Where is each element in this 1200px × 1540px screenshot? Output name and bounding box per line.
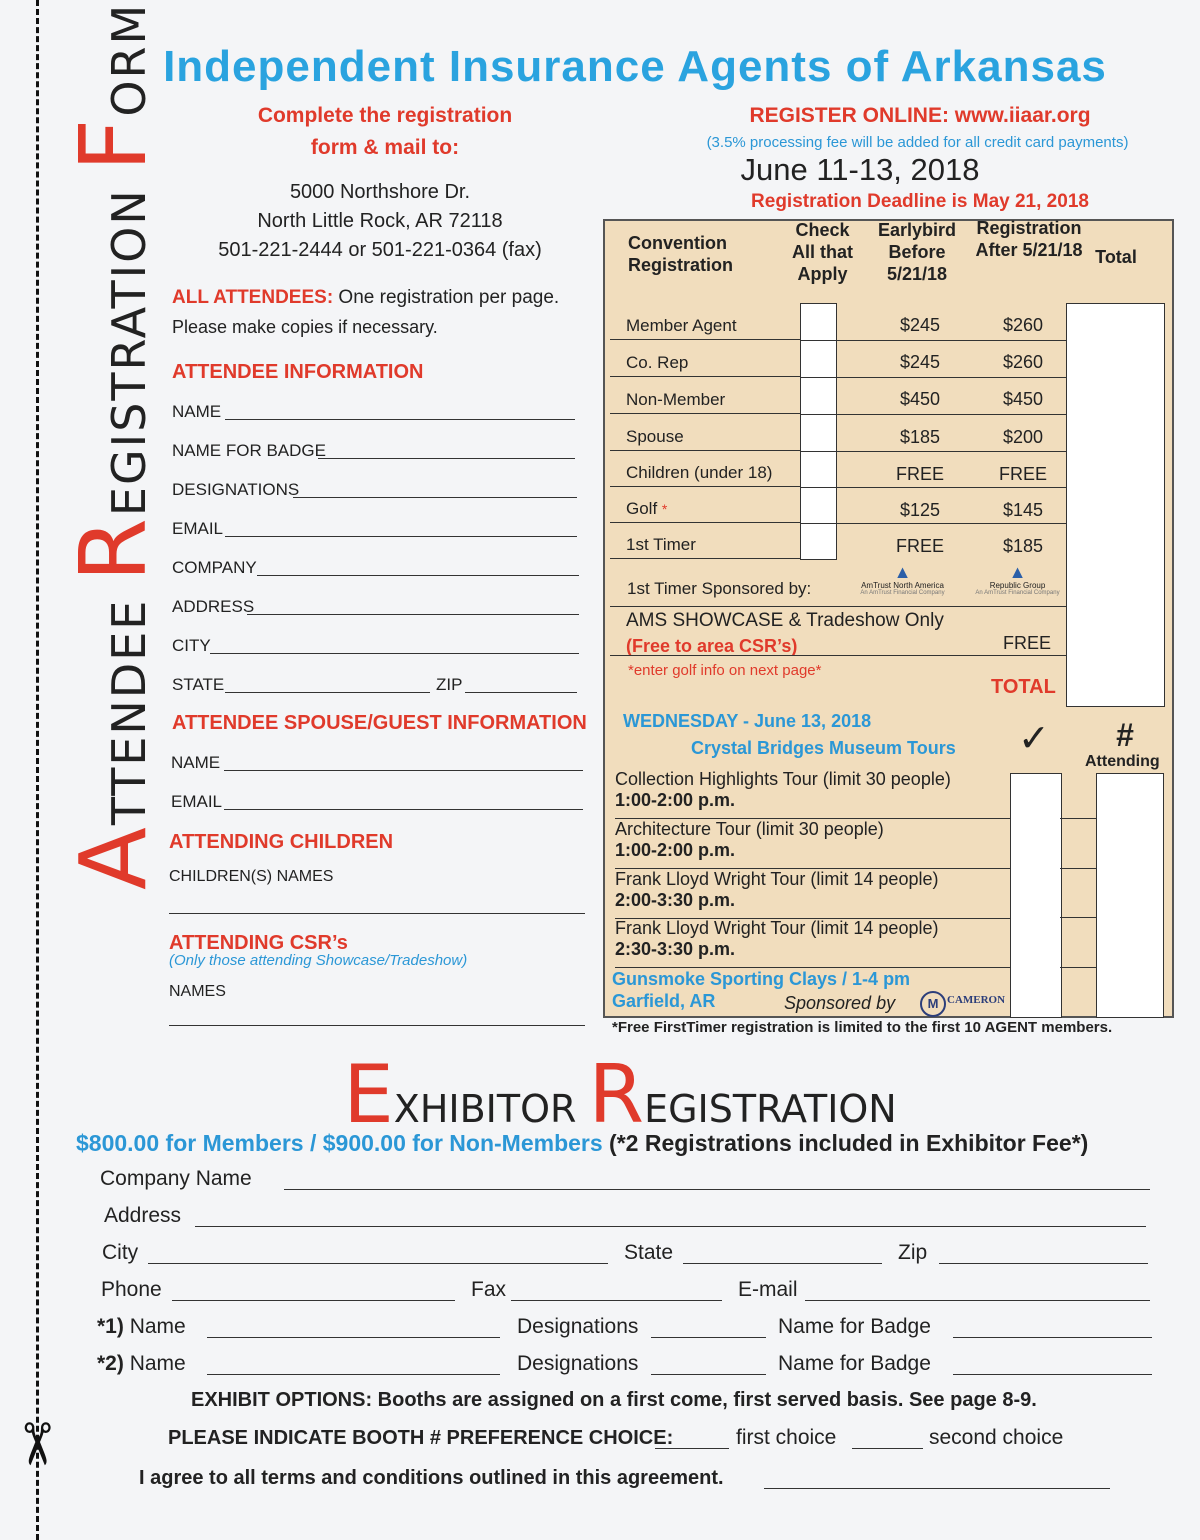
row-divider xyxy=(800,340,1066,341)
row-divider xyxy=(800,523,1066,524)
ex-address-label: Address xyxy=(104,1204,182,1227)
second-choice-field[interactable] xyxy=(852,1448,923,1449)
republic-group-logo: ▲ Republic Group An AmTrust Financial Company xyxy=(975,562,1060,596)
ams-showcase-label: AMS SHOWCASE & Tradeshow Only xyxy=(626,610,944,631)
first-choice-label: first choice xyxy=(736,1426,837,1449)
event-dates: June 11-13, 2018 xyxy=(740,152,980,187)
page-title: Independent Insurance Agents of Arkansas xyxy=(163,42,1107,91)
attendee-info-heading: ATTENDEE INFORMATION xyxy=(172,361,424,383)
children-names-field[interactable] xyxy=(169,913,585,914)
mail-instructions-2: form & mail to: xyxy=(310,136,460,159)
spouse-heading: ATTENDEE SPOUSE/GUEST INFORMATION xyxy=(172,712,587,734)
processing-fee-note: (3.5% processing fee will be added for all credit card payments) xyxy=(706,134,1129,151)
second-choice-label: second choice xyxy=(929,1426,1064,1449)
ex-email-field[interactable] xyxy=(805,1300,1150,1301)
cameron-logo: CAMERON xyxy=(947,994,1006,1006)
row-divider xyxy=(800,487,1066,488)
tour-item: Collection Highlights Tour (limit 30 people) 1:00-2:00 p.m. xyxy=(615,769,1010,819)
zip-field[interactable] xyxy=(465,692,577,693)
all-attendees-note: ALL ATTENDEES: One registration per page. xyxy=(172,287,560,308)
cut-line xyxy=(36,0,39,1540)
tour-check-column[interactable] xyxy=(1010,773,1062,1018)
price-spouse-after: $200 xyxy=(1002,427,1044,447)
ex-designations2-field[interactable] xyxy=(651,1374,766,1375)
ex-badge2-field[interactable] xyxy=(953,1374,1152,1375)
name-label: NAME xyxy=(172,402,222,421)
children-names-label: CHILDREN(S) NAMES xyxy=(169,868,334,885)
city-label: CITY xyxy=(172,636,211,655)
ex-company-label: Company Name xyxy=(100,1167,252,1190)
register-online: REGISTER ONLINE: www.iiaar.org xyxy=(749,104,1091,127)
golf-info-note: *enter golf info on next page* xyxy=(628,662,822,679)
ex-name2-field[interactable] xyxy=(207,1374,500,1375)
registration-deadline: Registration Deadline is May 21, 2018 xyxy=(751,191,1089,212)
city-field[interactable] xyxy=(210,653,579,654)
exhibitor-title: EXHIBITOR REGISTRATION xyxy=(343,1048,897,1141)
price-corep-after: $260 xyxy=(1002,352,1044,372)
price-golf-early: $125 xyxy=(899,500,941,520)
row-spouse: Spouse xyxy=(610,427,800,451)
price-nonmember-early: $450 xyxy=(899,389,941,409)
mail-phone: 501-221-2444 or 501-221-0364 (fax) xyxy=(218,239,542,261)
price-member-after: $260 xyxy=(1002,315,1044,335)
gunsmoke-event: Gunsmoke Sporting Clays / 1-4 pm xyxy=(612,969,911,989)
ex-zip-label: Zip xyxy=(898,1241,928,1264)
row-divider xyxy=(800,377,1066,378)
state-label: STATE xyxy=(172,675,225,694)
row-children: Children (under 18) xyxy=(610,463,800,487)
check-column[interactable] xyxy=(800,303,837,560)
csr-names-field[interactable] xyxy=(169,1025,585,1026)
attending-label: Attending xyxy=(1085,753,1160,770)
booth-preference-label: PLEASE INDICATE BOOTH # PREFERENCE CHOICE: xyxy=(168,1427,674,1449)
tour-day: WEDNESDAY - June 13, 2018 xyxy=(623,711,872,731)
row-divider xyxy=(1060,818,1096,819)
copies-note: Please make copies if necessary. xyxy=(172,317,438,337)
mail-address-1: 5000 Northshore Dr. xyxy=(289,181,471,203)
ex-name2-label: *2) Name xyxy=(97,1352,186,1375)
ex-state-field[interactable] xyxy=(683,1263,882,1264)
price-nonmember-after: $450 xyxy=(1002,389,1044,409)
address-field[interactable] xyxy=(247,614,579,615)
checkmark-icon: ✓ xyxy=(1018,718,1050,760)
designations-label: DESIGNATIONS xyxy=(172,480,300,499)
email-label: EMAIL xyxy=(172,519,224,538)
first-timer-footnote: *Free FirstTimer registration is limited to the first 10 AGENT members. xyxy=(612,1019,1113,1036)
row-divider xyxy=(800,414,1066,415)
row-divider xyxy=(800,451,1066,452)
row-non-member: Non-Member xyxy=(610,390,800,414)
ex-designations1-field[interactable] xyxy=(651,1337,766,1338)
tour-item: Frank Lloyd Wright Tour (limit 14 people) 2:30-3:30 p.m. xyxy=(615,918,1010,968)
ex-zip-field[interactable] xyxy=(939,1263,1148,1264)
row-divider xyxy=(610,606,1066,607)
header-registration-after: Registration After 5/21/18 xyxy=(975,218,1083,260)
ex-badge2-label: Name for Badge xyxy=(778,1352,931,1375)
row-divider xyxy=(1060,917,1096,918)
tour-item: Architecture Tour (limit 30 people) 1:00-2:00 p.m. xyxy=(615,819,1010,869)
designations-field[interactable] xyxy=(293,497,577,498)
cameron-logo-icon: M xyxy=(920,991,946,1017)
gunsmoke-location: Garfield, AR xyxy=(612,991,716,1011)
total-label: TOTAL xyxy=(991,676,1056,698)
ex-state-label: State xyxy=(624,1241,674,1264)
ex-designations1-label: Designations xyxy=(517,1315,639,1338)
ex-name1-label: *1) Name xyxy=(97,1315,186,1338)
exhibit-options: EXHIBIT OPTIONS: Booths are assigned on a first come, first served basis. See page 8-9. xyxy=(191,1389,1037,1411)
csr-heading: ATTENDING CSR’s xyxy=(169,932,348,954)
mail-address-2: North Little Rock, AR 72118 xyxy=(257,210,503,232)
ex-city-field[interactable] xyxy=(148,1263,608,1264)
header-check: Check All that Apply xyxy=(792,220,853,284)
ex-badge1-label: Name for Badge xyxy=(778,1315,931,1338)
spouse-email-label: EMAIL xyxy=(171,792,223,811)
ex-city-label: City xyxy=(102,1241,139,1264)
ex-email-label: E-mail xyxy=(738,1278,798,1301)
tour-item: Frank Lloyd Wright Tour (limit 14 people) 2:00-3:30 p.m. xyxy=(615,869,1010,919)
ex-company-field[interactable] xyxy=(284,1189,1150,1190)
vertical-form-title: ATTENDEE REGISTRATION FORM xyxy=(60,2,167,890)
tour-title: Crystal Bridges Museum Tours xyxy=(691,738,956,758)
row-divider xyxy=(1060,868,1096,869)
total-column[interactable] xyxy=(1066,303,1165,707)
price-children-after: FREE xyxy=(998,464,1047,484)
spouse-email-field[interactable] xyxy=(224,809,583,810)
price-children-early: FREE xyxy=(895,464,944,484)
badge-label: NAME FOR BADGE xyxy=(172,441,326,460)
row-first-timer: 1st Timer xyxy=(610,535,800,559)
first-choice-field[interactable] xyxy=(655,1448,729,1449)
price-corep-early: $245 xyxy=(899,352,941,372)
ex-fax-label: Fax xyxy=(471,1278,507,1301)
ex-phone-label: Phone xyxy=(101,1278,162,1301)
name-field[interactable] xyxy=(225,419,575,420)
company-label: COMPANY xyxy=(172,558,257,577)
row-co-rep: Co. Rep xyxy=(610,353,800,377)
spouse-name-field[interactable] xyxy=(224,770,583,771)
price-spouse-early: $185 xyxy=(899,427,941,447)
state-field[interactable] xyxy=(225,692,430,693)
row-golf: Golf * xyxy=(610,499,800,523)
ams-free-note: (Free to area CSR’s) xyxy=(626,636,798,656)
exhibitor-pricing: $800.00 for Members / $900.00 for Non-Members (*2 Registrations included in Exhibitor Fee*) xyxy=(76,1130,1089,1156)
badge-field[interactable] xyxy=(318,458,575,459)
scissors-icon: ✂ xyxy=(3,1419,69,1469)
zip-label: ZIP xyxy=(436,675,463,694)
row-divider xyxy=(610,655,1066,656)
csr-note: (Only those attending Showcase/Tradeshow) xyxy=(169,952,468,969)
price-golf-after: $145 xyxy=(1002,500,1044,520)
sponsored-by-label: 1st Timer Sponsored by: xyxy=(627,579,812,598)
price-firsttimer-after: $185 xyxy=(1002,536,1044,556)
ams-price: FREE xyxy=(1003,633,1052,653)
mail-instructions-1: Complete the registration xyxy=(257,104,513,127)
row-divider xyxy=(1060,967,1096,968)
header-convention: Convention Registration xyxy=(628,233,734,275)
spouse-name-label: NAME xyxy=(171,753,221,772)
row-member-agent: Member Agent xyxy=(610,316,800,340)
csr-names-label: NAMES xyxy=(169,983,226,1000)
children-heading: ATTENDING CHILDREN xyxy=(169,831,394,853)
ex-phone-field[interactable] xyxy=(172,1300,455,1301)
ex-name1-field[interactable] xyxy=(207,1337,500,1338)
company-field[interactable] xyxy=(257,575,579,576)
header-earlybird: Earlybird Before 5/21/18 xyxy=(877,220,957,284)
ex-fax-field[interactable] xyxy=(511,1300,722,1301)
tour-attending-column[interactable] xyxy=(1096,773,1164,1018)
ex-badge1-field[interactable] xyxy=(953,1337,1152,1338)
header-total: Total xyxy=(1095,247,1137,267)
ex-address-field[interactable] xyxy=(195,1226,1146,1227)
address-label: ADDRESS xyxy=(172,597,255,616)
ex-designations2-label: Designations xyxy=(517,1352,639,1375)
sponsored-by-text: Sponsored by xyxy=(784,993,896,1013)
email-field[interactable] xyxy=(225,536,577,537)
price-firsttimer-early: FREE xyxy=(895,536,944,556)
hash-icon: # xyxy=(1116,717,1134,753)
agreement-label: I agree to all terms and conditions outlined in this agreement. xyxy=(139,1467,724,1489)
amtrust-logo: ▲ AmTrust North America An AmTrust Financial Company xyxy=(860,562,945,596)
price-member-early: $245 xyxy=(899,315,941,335)
agreement-signature-field[interactable] xyxy=(764,1488,1110,1489)
